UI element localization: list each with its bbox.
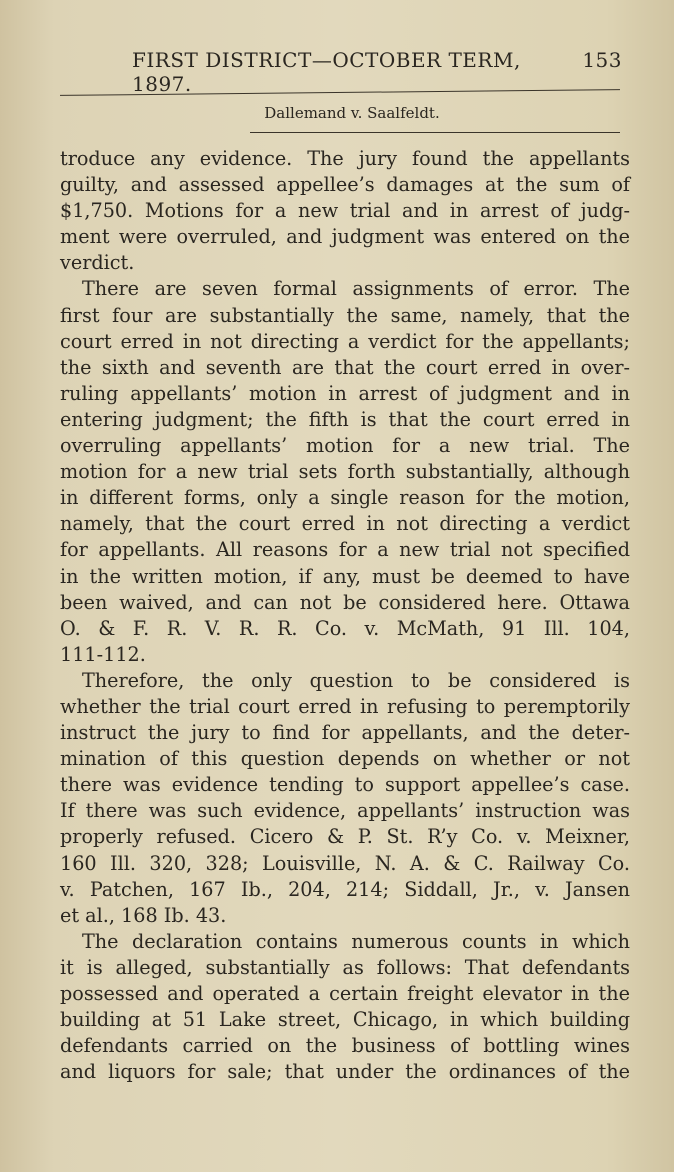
text-line: There are seven formal assignments of error. The [82, 277, 630, 301]
text-line: there was evidence tending to support appellee’s case. [60, 773, 630, 797]
text-line: 160 Ill. 320, 328; Louisville, N. A. & C. Railway Co. [60, 851, 630, 875]
text-line: whether the trial court erred in refusing to peremptorily [60, 694, 630, 718]
text-line: the sixth and seventh are that the court erred in over- [60, 355, 630, 379]
text-line: building at 51 Lake street, Chicago, in which building [60, 1008, 630, 1032]
text-line: defendants carried on the business of bottling wines [60, 1034, 630, 1058]
text-line: verdict. [60, 251, 135, 275]
page-number: 153 [582, 48, 622, 72]
text-line: $1,750. Motions for a new trial and in arrest of judg- [60, 199, 630, 223]
text-line: instruct the jury to find for appellants, and the deter- [60, 721, 630, 745]
text-line: in the written motion, if any, must be deemed to have [60, 564, 630, 588]
text-line: possessed and operated a certain freight elevator in the [60, 982, 630, 1005]
text-line: it is alleged, substantially as follows: That defendants [60, 955, 630, 979]
text-line: court erred in not directing a verdict for the appellants; [60, 329, 630, 353]
running-title: FIRST DISTRICT—OCTOBER TERM, 1897. [132, 48, 521, 96]
text-line: properly refused. Cicero & P. St. R’y Co. v. Meixner, [60, 825, 630, 849]
text-line: mination of this question depends on whether or not [60, 747, 630, 771]
text-line: namely, that the court erred in not directing a verdict [60, 512, 630, 536]
text-line: in different forms, only a single reason for the motion, [60, 486, 630, 510]
text-line: entering judgment; the fifth is that the court erred in [60, 407, 630, 431]
text-line: guilty, and assessed appellee’s damages at the sum of [60, 173, 630, 197]
text-line: first four are substantially the same, namely, that the [60, 303, 630, 327]
body-text [60, 146, 630, 1085]
running-header [132, 48, 622, 96]
text-line: motion for a new trial sets forth substantially, although [60, 460, 630, 484]
text-line: been waived, and can not be considered here. Ottawa [60, 590, 630, 614]
case-title: Dallemand v. Saalfeldt. [264, 104, 440, 122]
text-line: The declaration contains numerous counts in which [82, 929, 630, 953]
text-line: ruling appellants’ motion in arrest of judgment and in [60, 381, 630, 405]
text-line: et al., 168 Ib. 43. [60, 903, 227, 927]
text-line: troduce any evidence. The jury found the appellants [60, 147, 630, 170]
case-title-rule [250, 132, 620, 133]
text-line: Therefore, the only question to be considered is [82, 668, 630, 692]
text-line: O. & F. R. V. R. R. Co. v. McMath, 91 Ill. 104, [60, 616, 630, 640]
text-line: overruling appellants’ motion for a new trial. The [60, 434, 630, 458]
text-line: and liquors for sale; that under the ordinances of the [60, 1060, 630, 1084]
text-line: v. Patchen, 167 Ib., 204, 214; Siddall, Jr., v. Jansen [60, 877, 630, 901]
text-line: If there was such evidence, appellants’ instruction was [60, 799, 630, 823]
text-line: 111-112. [60, 642, 146, 666]
text-line: ment were overruled, and judgment was entered on the [60, 225, 630, 249]
text-line: for appellants. All reasons for a new trial not specified [60, 538, 630, 562]
